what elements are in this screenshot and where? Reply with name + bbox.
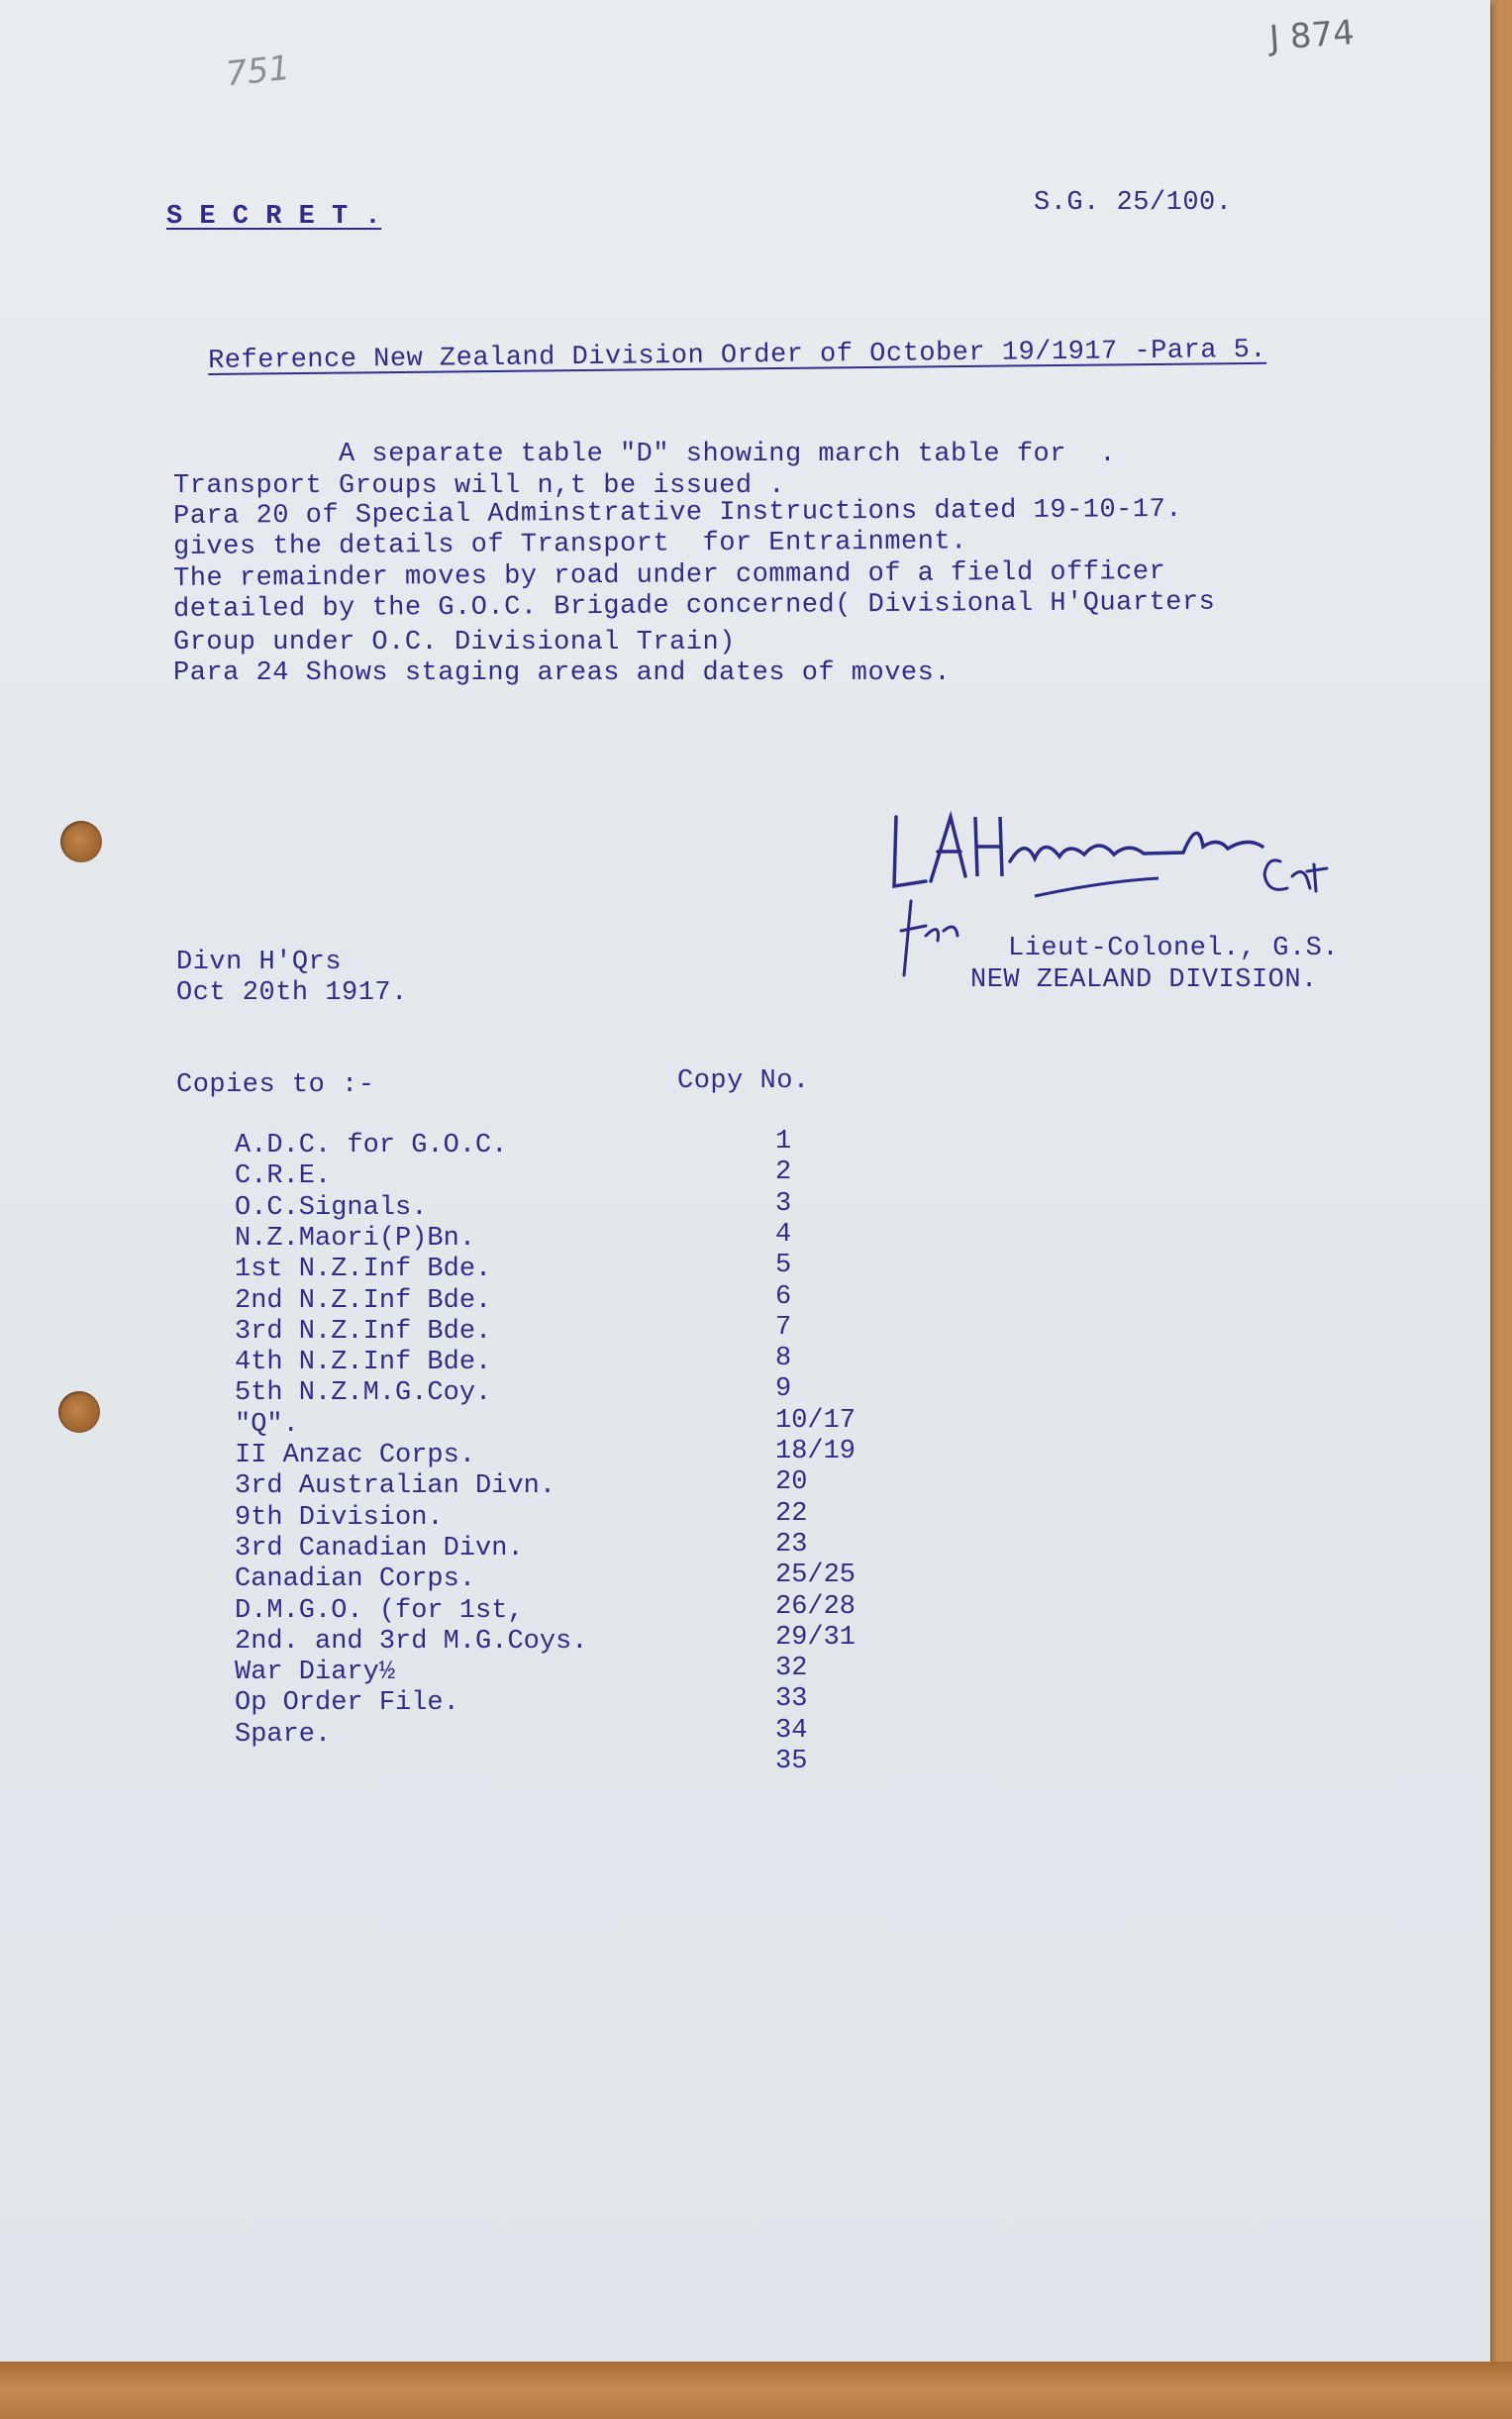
copy-number-item: 35 xyxy=(775,1747,808,1776)
punch-hole-lower xyxy=(58,1391,100,1433)
copy-number-item: 5 xyxy=(775,1251,792,1280)
subject-line: Reference New Zealand Division Order of October 19/1917 -Para 5. xyxy=(208,335,1267,376)
copy-number-item: 1 xyxy=(775,1127,792,1157)
body-line: Para 24 Shows staging areas and dates of moves. xyxy=(173,658,952,688)
copy-no-heading: Copy No. xyxy=(677,1066,810,1096)
recipient-item: N.Z.Maori(P)Bn. xyxy=(235,1224,476,1254)
copy-number-item: 23 xyxy=(775,1530,808,1560)
recipient-item: 3rd Canadian Divn. xyxy=(235,1534,524,1563)
copy-number-item: 10/17 xyxy=(775,1406,857,1436)
copy-number-item: 34 xyxy=(775,1716,808,1746)
copy-number-item: 4 xyxy=(775,1220,792,1250)
origin-date: Oct 20th 1917. xyxy=(176,978,408,1008)
recipient-item: II Anzac Corps. xyxy=(235,1441,476,1470)
recipient-item: O.C.Signals. xyxy=(235,1193,428,1223)
body-line: detailed by the G.O.C. Brigade concerned( Divisional H'Quarters xyxy=(173,587,1216,625)
recipient-item: 3rd N.Z.Inf Bde. xyxy=(235,1317,492,1347)
copy-number-item: 6 xyxy=(775,1282,792,1312)
recipient-item: 2nd N.Z.Inf Bde. xyxy=(235,1286,492,1316)
copy-number-item: 20 xyxy=(775,1467,808,1497)
recipient-item: D.M.G.O. (for 1st, xyxy=(235,1596,524,1626)
recipient-item: War Diary½ xyxy=(235,1658,396,1687)
body-line: Transport Groups will n,t be issued . xyxy=(173,471,785,501)
copies-to-heading: Copies to :- xyxy=(176,1070,375,1100)
body-line: The remainder moves by road under command of a field officer xyxy=(173,557,1166,594)
body-line: Group under O.C. Divisional Train) xyxy=(173,628,736,657)
copy-number-item: 25/25 xyxy=(775,1561,857,1590)
copy-number-item: 33 xyxy=(775,1684,808,1714)
copy-number-item: 22 xyxy=(775,1499,808,1529)
copy-number-item: 18/19 xyxy=(775,1437,857,1466)
copy-number-item: 29/31 xyxy=(775,1623,857,1653)
recipient-item: 9th Division. xyxy=(235,1503,444,1533)
recipient-item: C.R.E. xyxy=(235,1161,332,1191)
copy-number-item: 7 xyxy=(775,1313,792,1343)
recipient-item: A.D.C. for G.O.C. xyxy=(235,1131,508,1160)
body-line: Para 20 of Special Adminstrative Instructions dated 19-10-17. xyxy=(173,494,1183,532)
recipient-item: Canadian Corps. xyxy=(235,1564,476,1594)
pencil-note-top-left: 751 xyxy=(224,48,292,95)
recipient-item: Spare. xyxy=(235,1720,332,1750)
copy-number-item: 3 xyxy=(775,1189,792,1219)
recipient-item: 4th N.Z.Inf Bde. xyxy=(235,1348,492,1377)
recipient-item: 1st N.Z.Inf Bde. xyxy=(235,1255,492,1284)
copy-number-item: 2 xyxy=(775,1158,792,1187)
copy-number-item: 9 xyxy=(775,1374,792,1404)
recipient-item: Op Order File. xyxy=(235,1688,459,1718)
signatory-unit: NEW ZEALAND DIVISION. xyxy=(970,965,1318,995)
copy-number-item: 26/28 xyxy=(775,1592,857,1622)
signatory-title: Lieut-Colonel., G.S. xyxy=(1008,934,1340,963)
classification-secret: S E C R E T . xyxy=(166,202,382,232)
recipient-item: "Q". xyxy=(235,1410,299,1440)
recipient-item: 2nd. and 3rd M.G.Coys. xyxy=(235,1627,588,1657)
wooden-desk-surface xyxy=(0,2362,1512,2419)
origin-headquarters: Divn H'Qrs xyxy=(176,948,343,977)
punch-hole-upper xyxy=(60,821,102,862)
pencil-note-top-right: J 874 xyxy=(1267,13,1357,58)
file-reference: S.G. 25/100. xyxy=(1034,188,1233,218)
body-line: gives the details of Transport for Entrainment. xyxy=(173,527,967,562)
recipient-item: 5th N.Z.M.G.Coy. xyxy=(235,1378,492,1408)
copy-number-item: 32 xyxy=(775,1654,808,1683)
body-line: A separate table "D" showing march table for . xyxy=(173,440,1117,469)
recipient-item: 3rd Australian Divn. xyxy=(235,1471,556,1501)
copy-number-item: 8 xyxy=(775,1344,792,1373)
